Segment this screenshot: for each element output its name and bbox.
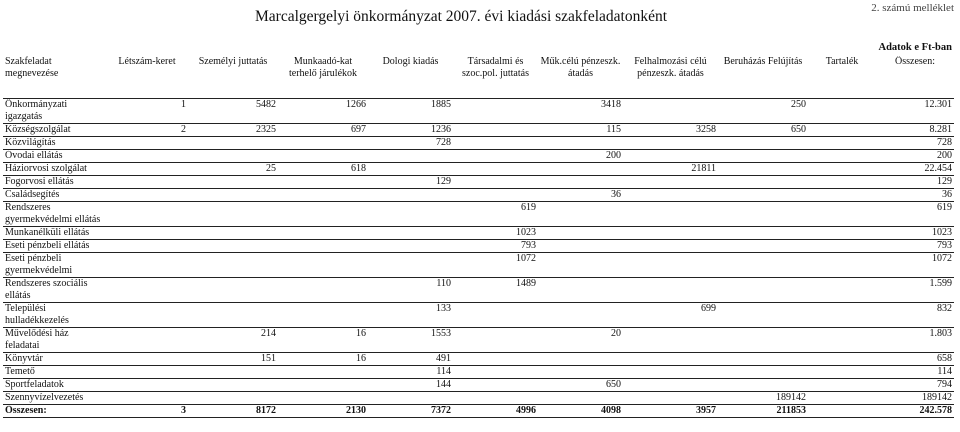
table-cell [106, 150, 188, 163]
total-cell [808, 405, 876, 418]
table-cell [453, 150, 538, 163]
table-cell [188, 303, 278, 328]
table-cell [538, 278, 623, 303]
table-cell [718, 278, 808, 303]
table-cell [623, 176, 718, 189]
table-cell: 1266 [278, 99, 368, 124]
table-row [3, 176, 954, 189]
table-cell: 129 [368, 176, 453, 189]
table-cell [538, 227, 623, 240]
table-cell [106, 227, 188, 240]
table-cell: 619 [876, 202, 954, 227]
table-cell [188, 366, 278, 379]
table-cell [453, 124, 538, 137]
table-cell [368, 202, 453, 227]
table-cell [718, 253, 808, 278]
table-cell: 129 [876, 176, 954, 189]
table-cell: 794 [876, 379, 954, 392]
table-row [3, 303, 954, 328]
annex-label: 2. számú melléklet [871, 2, 954, 14]
table-cell [188, 240, 278, 253]
table-cell [808, 163, 876, 176]
table-cell: 728 [876, 137, 954, 150]
table-cell [623, 189, 718, 202]
table-cell [623, 278, 718, 303]
row-label: Önkormányzati igazgatás [3, 99, 106, 124]
table-cell [718, 202, 808, 227]
row-label: Közvilágítás [3, 137, 106, 150]
table-cell: 728 [368, 137, 453, 150]
table-cell [808, 392, 876, 405]
column-header: Összesen: [876, 56, 954, 99]
table-row [3, 278, 954, 303]
table-cell: 650 [538, 379, 623, 392]
table-cell [278, 137, 368, 150]
table-cell [623, 392, 718, 405]
table-cell: 1072 [876, 253, 954, 278]
table-cell: 1 [106, 99, 188, 124]
table-cell [368, 392, 453, 405]
table-cell [106, 353, 188, 366]
table-cell [188, 137, 278, 150]
total-cell: 4098 [538, 405, 623, 418]
table-cell [718, 366, 808, 379]
table-cell: 133 [368, 303, 453, 328]
table-cell [453, 366, 538, 379]
table-cell: 200 [876, 150, 954, 163]
table-cell: 699 [623, 303, 718, 328]
table-cell [106, 202, 188, 227]
table-cell [278, 189, 368, 202]
table-cell [278, 202, 368, 227]
table-cell [718, 353, 808, 366]
table-cell [808, 150, 876, 163]
table-cell [188, 227, 278, 240]
table-cell: 793 [876, 240, 954, 253]
table-cell: 1489 [453, 278, 538, 303]
table-row [3, 227, 954, 240]
table-cell [808, 379, 876, 392]
table-cell [808, 227, 876, 240]
table-cell [106, 328, 188, 353]
table-cell: 3258 [623, 124, 718, 137]
column-header: Szakfeladat megnevezése [3, 56, 106, 99]
table-row [3, 189, 954, 202]
table-cell [106, 163, 188, 176]
table-cell: 115 [538, 124, 623, 137]
table-cell [188, 150, 278, 163]
table-cell [278, 303, 368, 328]
table-cell: 793 [453, 240, 538, 253]
table-cell [718, 240, 808, 253]
table-cell [808, 99, 876, 124]
table-cell [106, 176, 188, 189]
row-label: Szennyvízelvezetés [3, 392, 106, 405]
table-cell [453, 353, 538, 366]
table-cell: 832 [876, 303, 954, 328]
table-cell: 20 [538, 328, 623, 353]
table-cell [453, 163, 538, 176]
table-cell [623, 240, 718, 253]
table-cell [368, 163, 453, 176]
table-cell [718, 163, 808, 176]
table-cell [718, 189, 808, 202]
table-cell: 2325 [188, 124, 278, 137]
row-label: Művelődési ház feladatai [3, 328, 106, 353]
table-cell [453, 379, 538, 392]
table-cell: 658 [876, 353, 954, 366]
table-cell [106, 253, 188, 278]
column-header: Tartalék [808, 56, 876, 99]
table-cell: 1023 [876, 227, 954, 240]
table-cell: 16 [278, 328, 368, 353]
table-cell: 491 [368, 353, 453, 366]
table-cell [453, 392, 538, 405]
table-row [3, 240, 954, 253]
table-cell [106, 379, 188, 392]
table-row [3, 328, 954, 353]
table-cell [808, 137, 876, 150]
table-cell [453, 99, 538, 124]
table-cell [623, 202, 718, 227]
table-row [3, 379, 954, 392]
row-label: Rendszeres szociális ellátás [3, 278, 106, 303]
table-cell: 16 [278, 353, 368, 366]
row-label: Temető [3, 366, 106, 379]
table-cell [538, 366, 623, 379]
table-cell [368, 189, 453, 202]
table-cell [188, 379, 278, 392]
table-row [3, 124, 954, 137]
table-cell: 1072 [453, 253, 538, 278]
table-cell [808, 366, 876, 379]
table-cell: 114 [876, 366, 954, 379]
table-row [3, 253, 954, 278]
table-cell [718, 227, 808, 240]
table-cell [808, 353, 876, 366]
table-cell [623, 353, 718, 366]
column-header: Munkaadó-kat terhelő járulékok [278, 56, 368, 99]
table-cell [538, 163, 623, 176]
table-cell [718, 150, 808, 163]
table-cell: 110 [368, 278, 453, 303]
table-cell [538, 392, 623, 405]
table-cell: 36 [538, 189, 623, 202]
column-header: Beruházás Felújítás [718, 56, 808, 99]
header-row [3, 56, 954, 99]
table-cell [538, 353, 623, 366]
table-cell: 1.599 [876, 278, 954, 303]
table-cell [623, 366, 718, 379]
table-cell: 25 [188, 163, 278, 176]
column-header: Műk.célú pénzeszk. átadás [538, 56, 623, 99]
table-cell [623, 328, 718, 353]
table-cell [368, 253, 453, 278]
table-row [3, 202, 954, 227]
total-cell: 4996 [453, 405, 538, 418]
table-cell [106, 278, 188, 303]
table-cell [278, 379, 368, 392]
table-cell: 2 [106, 124, 188, 137]
table-cell: 36 [876, 189, 954, 202]
column-header: Felhalmozási célú pénzeszk. átadás [623, 56, 718, 99]
table-cell [538, 240, 623, 253]
table-cell [278, 392, 368, 405]
table-row [3, 392, 954, 405]
table-row [3, 150, 954, 163]
table-cell: 114 [368, 366, 453, 379]
table-cell: 189142 [876, 392, 954, 405]
table-cell [453, 303, 538, 328]
table-cell [106, 366, 188, 379]
table-cell [188, 392, 278, 405]
table-cell: 1885 [368, 99, 453, 124]
table-cell [718, 303, 808, 328]
table-cell: 22.454 [876, 163, 954, 176]
row-label: Óvodai ellátás [3, 150, 106, 163]
table-cell [808, 253, 876, 278]
table-cell: 200 [538, 150, 623, 163]
table-cell: 1023 [453, 227, 538, 240]
table-cell [453, 189, 538, 202]
table-cell [538, 202, 623, 227]
table-cell [623, 253, 718, 278]
table-cell: 697 [278, 124, 368, 137]
table-cell [623, 379, 718, 392]
row-label: Községszolgálat [3, 124, 106, 137]
table-cell [538, 303, 623, 328]
table-cell [538, 176, 623, 189]
table-cell: 189142 [718, 392, 808, 405]
total-cell: 242.578 [876, 405, 954, 418]
table-cell [278, 366, 368, 379]
table-cell [106, 392, 188, 405]
table-cell [623, 150, 718, 163]
column-header: Létszám-keret [106, 56, 188, 99]
table-cell [808, 328, 876, 353]
table-cell [106, 137, 188, 150]
table-cell [808, 176, 876, 189]
total-cell: 2130 [278, 405, 368, 418]
table-cell [453, 176, 538, 189]
table-row [3, 99, 954, 124]
table-cell: 1553 [368, 328, 453, 353]
column-header: Dologi kiadás [368, 56, 453, 99]
table-cell [106, 189, 188, 202]
row-label: Rendszeres gyermekvédelmi ellátás [3, 202, 106, 227]
table-cell: 618 [278, 163, 368, 176]
table-cell [278, 227, 368, 240]
table-cell: 1.803 [876, 328, 954, 353]
table-cell [623, 99, 718, 124]
table-cell [808, 189, 876, 202]
table-cell [188, 176, 278, 189]
table-cell: 214 [188, 328, 278, 353]
table-cell [368, 240, 453, 253]
row-label: Települési hulladékkezelés [3, 303, 106, 328]
table-cell [623, 137, 718, 150]
table-cell [278, 176, 368, 189]
table-cell [188, 278, 278, 303]
units-label: Adatok e Ft-ban [878, 42, 952, 53]
table-cell [808, 303, 876, 328]
table-cell [106, 240, 188, 253]
table-cell [718, 328, 808, 353]
table-cell [718, 137, 808, 150]
table-cell [106, 303, 188, 328]
total-cell: 211853 [718, 405, 808, 418]
table-cell [278, 253, 368, 278]
table-cell [538, 253, 623, 278]
column-header: Személyi juttatás [188, 56, 278, 99]
table-cell [808, 240, 876, 253]
table-cell: 144 [368, 379, 453, 392]
table-row [3, 163, 954, 176]
table-cell [623, 227, 718, 240]
page-title: Marcalgergelyi önkormányzat 2007. évi kiadási szakfeladatonként [255, 8, 668, 25]
column-header: Társadalmi és szoc.pol. juttatás [453, 56, 538, 99]
budget-table [3, 56, 954, 418]
total-cell: 8172 [188, 405, 278, 418]
table-cell [188, 253, 278, 278]
total-label: Összesen: [3, 405, 106, 418]
table-cell: 12.301 [876, 99, 954, 124]
table-row [3, 137, 954, 150]
table-cell [453, 137, 538, 150]
table-cell [718, 176, 808, 189]
total-cell: 3957 [623, 405, 718, 418]
table-cell: 619 [453, 202, 538, 227]
table-cell [808, 124, 876, 137]
table-cell [278, 278, 368, 303]
row-label: Sportfeladatok [3, 379, 106, 392]
table-cell [188, 189, 278, 202]
table-cell [278, 240, 368, 253]
table-cell [278, 150, 368, 163]
row-label: Háziorvosi szolgálat [3, 163, 106, 176]
table-cell: 8.281 [876, 124, 954, 137]
table-cell: 650 [718, 124, 808, 137]
total-cell: 7372 [368, 405, 453, 418]
row-label: Családsegítés [3, 189, 106, 202]
table-cell: 21811 [623, 163, 718, 176]
table-cell: 1236 [368, 124, 453, 137]
row-label: Könyvtár [3, 353, 106, 366]
table-cell [188, 202, 278, 227]
table-row [3, 366, 954, 379]
table-cell: 3418 [538, 99, 623, 124]
total-row [3, 405, 954, 418]
table-cell [368, 227, 453, 240]
row-label: Eseti pénzbeli ellátás [3, 240, 106, 253]
table-cell: 151 [188, 353, 278, 366]
table-cell [453, 328, 538, 353]
table-cell [718, 379, 808, 392]
total-cell: 3 [106, 405, 188, 418]
table-cell: 250 [718, 99, 808, 124]
row-label: Munkanélküli ellátás [3, 227, 106, 240]
table-cell: 5482 [188, 99, 278, 124]
row-label: Eseti pénzbeli gyermekvédelmi [3, 253, 106, 278]
table-row [3, 353, 954, 366]
table-cell [808, 278, 876, 303]
table-cell [538, 137, 623, 150]
table-cell [368, 150, 453, 163]
table-cell [808, 202, 876, 227]
row-label: Fogorvosi ellátás [3, 176, 106, 189]
